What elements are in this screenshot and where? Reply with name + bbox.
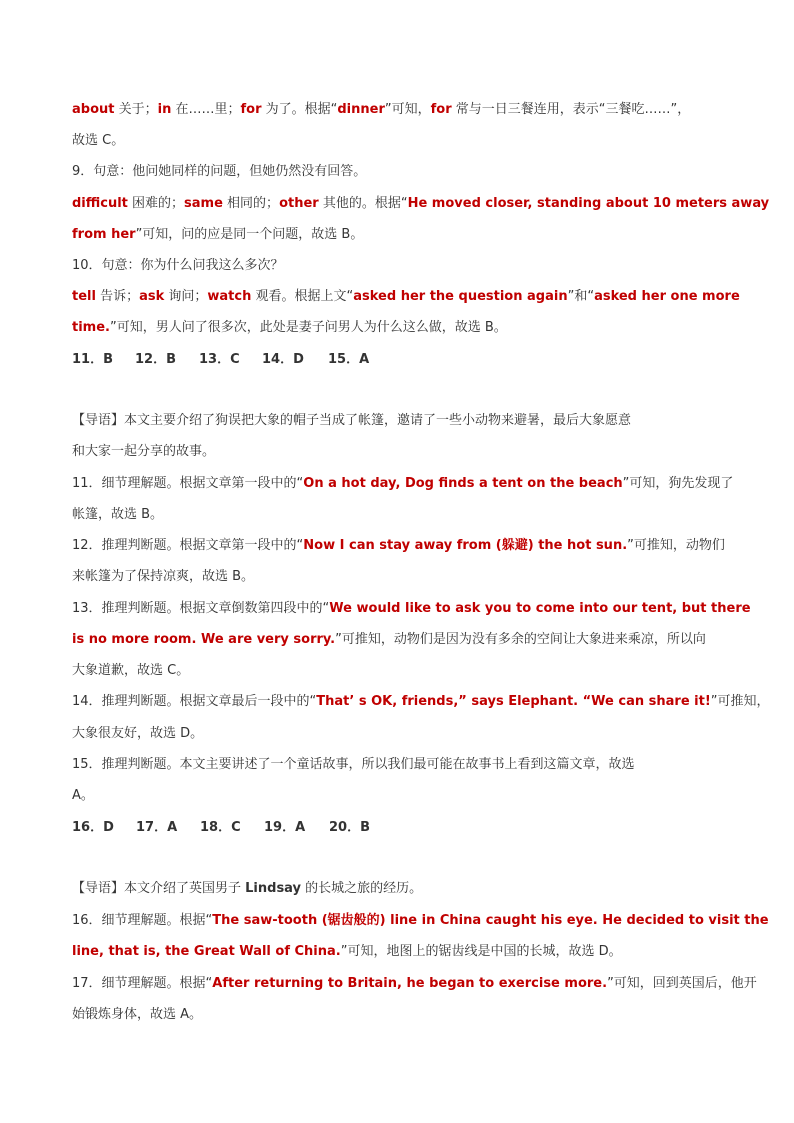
q16-line2 <box>72 942 622 962</box>
q9-explanation-line1 <box>72 194 769 214</box>
term: difficult <box>72 196 128 211</box>
q17-line2: 始锻炼身体，故选 A。 <box>72 1007 203 1022</box>
term: other <box>279 196 319 211</box>
q14-line1 <box>72 692 770 712</box>
q16-line1 <box>72 911 769 931</box>
text: 的长城之旅的经历。 <box>301 881 423 896</box>
term: same <box>184 196 223 211</box>
text: ”和“ <box>567 289 595 304</box>
term-for: for <box>430 102 452 117</box>
text: 困难的； <box>127 196 185 211</box>
answer-19: 19．A <box>264 820 306 835</box>
quote: from her <box>72 227 136 242</box>
q9-title: 9．句意：他问她同样的问题，但她仍然没有回答。 <box>72 164 367 179</box>
answer-14: 14．D <box>262 352 304 367</box>
answer-17: 17．A <box>136 820 178 835</box>
quote: time. <box>72 320 110 335</box>
q12-line1 <box>72 536 725 556</box>
text: 关于； <box>114 102 158 117</box>
q13-line1 <box>72 599 751 619</box>
answer-20: 20．B <box>329 820 370 835</box>
text: 【导语】本文介绍了英国男子 <box>72 881 246 896</box>
answer-11: 11．B <box>72 352 113 367</box>
quote-dinner: dinner <box>337 102 385 117</box>
answer-13: 13．C <box>199 352 240 367</box>
quote: After returning to Britain, he began to exercise more. <box>212 976 608 991</box>
text: 11．细节理解题。根据文章第一段中的“ <box>72 476 304 491</box>
term-in: in <box>157 102 172 117</box>
text: 为了。根据“ <box>261 102 338 117</box>
text: 在……里； <box>171 102 241 117</box>
term: watch <box>207 289 252 304</box>
q15-line2: A。 <box>72 788 94 803</box>
quote: We would like to ask you to come into our tent, but there <box>329 601 751 616</box>
text: 13．推理判断题。根据文章倒数第四段中的“ <box>72 601 330 616</box>
q10-explanation-line1 <box>72 287 740 307</box>
text: 14．推理判断题。根据文章最后一段中的“ <box>72 694 317 709</box>
text: 其他的。根据“ <box>318 196 408 211</box>
answer-row-16-20 <box>72 818 472 838</box>
text: 询问； <box>164 289 208 304</box>
passage2-intro-line2: 和大家一起分享的故事。 <box>72 444 216 459</box>
text: ”可知，地图上的锯齿线是中国的长城，故选 D。 <box>340 944 622 959</box>
term-for: for <box>240 102 262 117</box>
q17-line1 <box>72 974 757 994</box>
text: 16．细节理解题。根据“ <box>72 913 213 928</box>
text: ”可推知， <box>710 694 770 709</box>
quote: asked her the question again <box>353 289 568 304</box>
term-about: about <box>72 102 115 117</box>
text: ”可知， <box>384 102 431 117</box>
text: ”可知，问的应是同一个问题，故选 B。 <box>135 227 364 242</box>
q14-line2: 大象很友好，故选 D。 <box>72 726 204 741</box>
quote: That’ s OK, friends,” says Elephant. “We can share it! <box>316 694 711 709</box>
text: ”可推知，动物们是因为没有多余的空间让大象进来乘凉，所以向 <box>335 632 706 647</box>
passage2-intro-line1: 【导语】本文主要介绍了狗误把大象的帽子当成了帐篷，邀请了一些小动物来避暑，最后大象愿意 <box>72 413 632 428</box>
answer-12: 12．B <box>135 352 176 367</box>
quote: He moved closer, standing about 10 meters away <box>407 196 770 211</box>
q9-explanation-line2 <box>72 225 363 245</box>
term: tell <box>72 289 96 304</box>
text: ”可知，狗先发现了 <box>622 476 734 491</box>
answer-18: 18．C <box>200 820 241 835</box>
q13-line3: 大象道歉，故选 C。 <box>72 663 190 678</box>
text: ”可知，回到英国后，他开 <box>607 976 757 991</box>
quote: On a hot day, Dog finds a tent on the beach <box>303 476 623 491</box>
quote: asked her one more <box>594 289 740 304</box>
quote: The saw-tooth (锯齿般的) line in China caught his eye. He decided to visit the <box>212 913 769 928</box>
q10-explanation-line2 <box>72 318 507 338</box>
q8-explanation-line2: 故选 C。 <box>72 133 125 148</box>
q8-explanation-line1 <box>72 100 690 120</box>
text: 12．推理判断题。根据文章第一段中的“ <box>72 538 304 553</box>
quote: is no more room. We are very sorry. <box>72 632 336 647</box>
text: 17．细节理解题。根据“ <box>72 976 213 991</box>
answer-16: 16．D <box>72 820 114 835</box>
q12-line2: 来帐篷为了保持凉爽，故选 B。 <box>72 569 255 584</box>
quote: Now I can stay away from (躲避) the hot sun. <box>303 538 628 553</box>
text: 告诉； <box>95 289 140 304</box>
name-lindsay: Lindsay <box>245 881 302 896</box>
term: ask <box>139 289 165 304</box>
q10-title: 10．句意：你为什么问我这么多次？ <box>72 258 284 273</box>
q11-line1 <box>72 474 733 494</box>
text: 常与一日三餐连用，表示“三餐吃……”， <box>451 102 691 117</box>
text: 观看。根据上文“ <box>251 289 354 304</box>
text: 相同的； <box>222 196 280 211</box>
q11-line2: 帐篷，故选 B。 <box>72 507 164 522</box>
passage3-intro <box>72 879 422 899</box>
q13-line2 <box>72 630 706 650</box>
q15-line1: 15．推理判断题。本文主要讲述了一个童话故事，所以我们最可能在故事书上看到这篇文章，故选 <box>72 757 635 772</box>
answer-15: 15．A <box>328 352 370 367</box>
text: ”可知，男人问了很多次，此处是妻子问男人为什么这么做，故选 B。 <box>109 320 507 335</box>
quote: line, that is, the Great Wall of China. <box>72 944 341 959</box>
answer-row-11-15 <box>72 350 472 370</box>
text: ”可推知，动物们 <box>627 538 725 553</box>
